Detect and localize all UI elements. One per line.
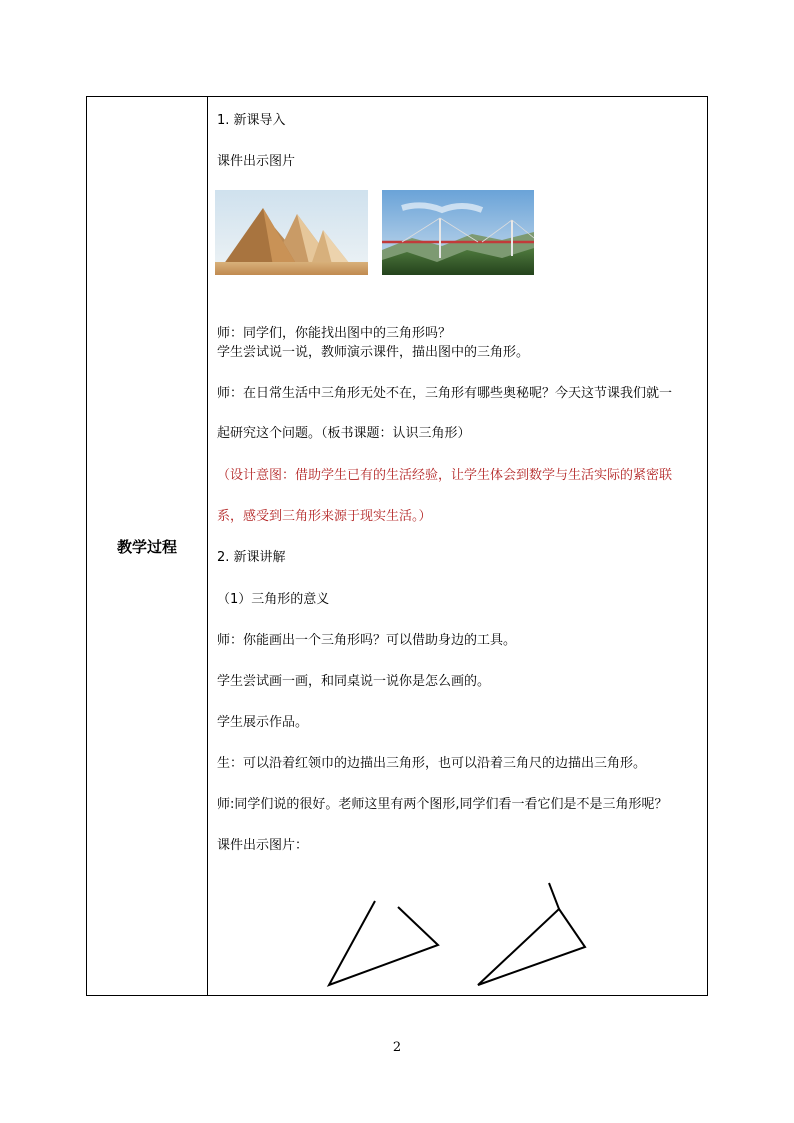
- lesson-table: [86, 96, 708, 996]
- heading-new-lesson-explain: 2. 新课讲解: [217, 550, 286, 565]
- design-intent-line-a: （设计意图：借助学生已有的生活经验，让学生体会到数学与生活实际的紧密联: [217, 468, 673, 483]
- teacher-question-3: 师:同学们说的很好。老师这里有两个图形,同学们看一看它们是不是三角形呢？: [217, 797, 668, 812]
- teacher-intro-line-a: 师：在日常生活中三角形无处不在，三角形有哪些奥秘呢？今天这节课我们就一: [217, 386, 673, 401]
- show-pictures-line-2: 课件出示图片：: [217, 838, 309, 853]
- design-intent-line-b: 系，感受到三角形来源于现实生活。）: [217, 509, 432, 524]
- student-try-2: 学生尝试画一画，和同桌说一说你是怎么画的。: [217, 674, 491, 689]
- student-show-work: 学生展示作品。: [217, 715, 309, 730]
- content-cell: [208, 97, 707, 995]
- student-answer: 生：可以沿着红领巾的边描出三角形，也可以沿着三角尺的边描出三角形。: [217, 756, 647, 771]
- student-try-1: 学生尝试说一说，教师演示课件，描出图中的三角形。: [217, 345, 530, 360]
- bridge-photo: [382, 190, 534, 275]
- heading-new-lesson-intro: 1. 新课导入: [217, 113, 286, 128]
- teacher-question-2: 师：你能画出一个三角形吗？可以借助身边的工具。: [217, 633, 517, 648]
- pyramids-photo: [215, 190, 368, 275]
- triangle-figure: [478, 883, 585, 985]
- show-pictures-line: 课件出示图片: [217, 154, 296, 169]
- teacher-intro-line-b: 起研究这个问题。（板书课题：认识三角形）: [217, 426, 471, 441]
- triangle-figures: [208, 867, 708, 997]
- section-label: 教学过程: [116, 537, 177, 556]
- page-number: 2: [392, 1040, 402, 1055]
- teacher-question-1: 师：同学们，你能找出图中的三角形吗？: [217, 326, 452, 341]
- open-figure-not-triangle: [329, 901, 438, 985]
- sub-heading-triangle-meaning: （1）三角形的意义: [217, 592, 330, 607]
